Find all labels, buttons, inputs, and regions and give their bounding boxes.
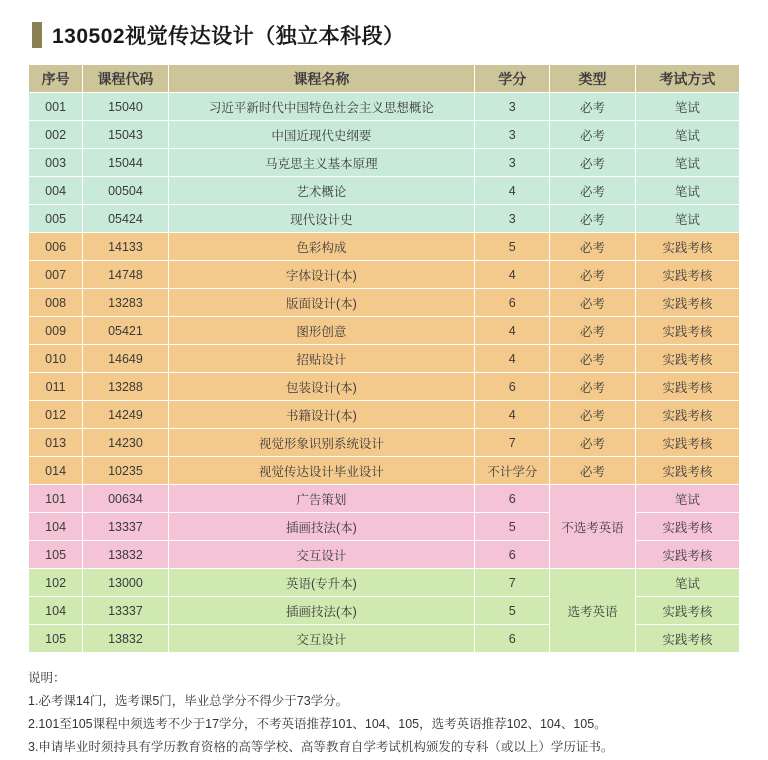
table-body [29, 93, 740, 653]
cell-no: 001 [29, 93, 83, 121]
cell-exam: 笔试 [635, 121, 739, 149]
table-row [29, 177, 740, 205]
cell-no: 013 [29, 429, 83, 457]
cell-name: 包装设计(本) [168, 373, 475, 401]
cell-name: 招贴设计 [168, 345, 475, 373]
cell-no: 011 [29, 373, 83, 401]
cell-code: 14249 [83, 401, 168, 429]
title-accent-bar [32, 22, 42, 48]
cell-code: 05421 [83, 317, 168, 345]
cell-credit: 6 [475, 373, 550, 401]
cell-name: 字体设计(本) [168, 261, 475, 289]
cell-code: 00504 [83, 177, 168, 205]
cell-exam: 笔试 [635, 485, 739, 513]
cell-no: 012 [29, 401, 83, 429]
cell-type: 必考 [550, 317, 635, 345]
cell-type: 必考 [550, 233, 635, 261]
course-table [28, 64, 740, 653]
cell-no: 006 [29, 233, 83, 261]
header-cell-name: 课程名称 [168, 65, 475, 93]
cell-type: 必考 [550, 261, 635, 289]
cell-exam: 实践考核 [635, 457, 739, 485]
header-cell-type: 类型 [550, 65, 635, 93]
cell-name: 插画技法(本) [168, 513, 475, 541]
cell-name: 色彩构成 [168, 233, 475, 261]
cell-exam: 实践考核 [635, 625, 739, 653]
cell-name: 版面设计(本) [168, 289, 475, 317]
cell-code: 15044 [83, 149, 168, 177]
cell-name: 广告策划 [168, 485, 475, 513]
table-row [29, 569, 740, 597]
cell-exam: 实践考核 [635, 317, 739, 345]
cell-credit: 7 [475, 429, 550, 457]
cell-no: 004 [29, 177, 83, 205]
cell-name: 习近平新时代中国特色社会主义思想概论 [168, 93, 475, 121]
cell-code: 14649 [83, 345, 168, 373]
cell-code: 05424 [83, 205, 168, 233]
cell-type: 必考 [550, 401, 635, 429]
cell-no: 105 [29, 541, 83, 569]
cell-name: 图形创意 [168, 317, 475, 345]
cell-no: 002 [29, 121, 83, 149]
cell-type-group-no-english: 不选考英语 [550, 485, 635, 569]
cell-no: 104 [29, 513, 83, 541]
header-cell-credit: 学分 [475, 65, 550, 93]
cell-no: 005 [29, 205, 83, 233]
cell-exam: 实践考核 [635, 373, 739, 401]
cell-type: 必考 [550, 429, 635, 457]
cell-code: 13337 [83, 513, 168, 541]
cell-code: 14748 [83, 261, 168, 289]
cell-code: 13288 [83, 373, 168, 401]
cell-type: 必考 [550, 121, 635, 149]
cell-code: 10235 [83, 457, 168, 485]
cell-name: 中国近现代史纲要 [168, 121, 475, 149]
cell-credit: 4 [475, 177, 550, 205]
cell-no: 010 [29, 345, 83, 373]
cell-exam: 笔试 [635, 149, 739, 177]
header-cell-code: 课程代码 [83, 65, 168, 93]
cell-name: 视觉传达设计毕业设计 [168, 457, 475, 485]
cell-code: 15040 [83, 93, 168, 121]
cell-name: 英语(专升本) [168, 569, 475, 597]
cell-no: 101 [29, 485, 83, 513]
cell-name: 现代设计史 [168, 205, 475, 233]
cell-credit: 5 [475, 597, 550, 625]
cell-exam: 笔试 [635, 177, 739, 205]
page-title [32, 20, 740, 50]
cell-code: 14133 [83, 233, 168, 261]
table-row [29, 401, 740, 429]
notes-heading: 说明： [28, 671, 66, 685]
cell-credit: 4 [475, 345, 550, 373]
table-row [29, 93, 740, 121]
cell-credit: 3 [475, 205, 550, 233]
cell-type: 必考 [550, 345, 635, 373]
cell-exam: 实践考核 [635, 597, 739, 625]
cell-exam: 实践考核 [635, 345, 739, 373]
cell-exam: 实践考核 [635, 261, 739, 289]
table-row [29, 345, 740, 373]
table-header-row [29, 65, 740, 93]
cell-credit: 不计学分 [475, 457, 550, 485]
cell-code: 13283 [83, 289, 168, 317]
table-row [29, 457, 740, 485]
cell-type: 必考 [550, 457, 635, 485]
cell-credit: 4 [475, 261, 550, 289]
cell-type: 必考 [550, 205, 635, 233]
cell-exam: 笔试 [635, 569, 739, 597]
table-row [29, 485, 740, 513]
title-text: 130502视觉传达设计（独立本科段） [52, 25, 405, 48]
cell-credit: 4 [475, 317, 550, 345]
cell-code: 13000 [83, 569, 168, 597]
cell-name: 交互设计 [168, 541, 475, 569]
cell-type: 必考 [550, 149, 635, 177]
table-row [29, 261, 740, 289]
table-row [29, 373, 740, 401]
header-cell-no: 序号 [29, 65, 83, 93]
cell-exam: 笔试 [635, 93, 739, 121]
cell-type: 必考 [550, 177, 635, 205]
cell-credit: 4 [475, 401, 550, 429]
cell-credit: 5 [475, 233, 550, 261]
cell-no: 105 [29, 625, 83, 653]
cell-credit: 6 [475, 485, 550, 513]
cell-credit: 3 [475, 93, 550, 121]
table-row [29, 233, 740, 261]
header-cell-exam: 考试方式 [635, 65, 739, 93]
cell-exam: 实践考核 [635, 541, 739, 569]
table-row [29, 289, 740, 317]
cell-exam: 实践考核 [635, 429, 739, 457]
cell-no: 009 [29, 317, 83, 345]
cell-name: 插画技法(本) [168, 597, 475, 625]
cell-no: 008 [29, 289, 83, 317]
cell-code: 15043 [83, 121, 168, 149]
cell-credit: 3 [475, 121, 550, 149]
table-header [29, 65, 740, 93]
cell-code: 13337 [83, 597, 168, 625]
cell-type: 必考 [550, 373, 635, 401]
cell-credit: 7 [475, 569, 550, 597]
table-row [29, 429, 740, 457]
cell-code: 13832 [83, 625, 168, 653]
cell-exam: 实践考核 [635, 401, 739, 429]
note-line-2: 2.101至105课程中须选考不少于17学分，不考英语推荐101、104、105，选考英语推荐102、104、105。 [28, 717, 607, 732]
note-line-3: 3.申请毕业时须持具有学历教育资格的高等学校、高等教育自学考试机构颁发的专科（或以上）学历证书。 [28, 740, 614, 755]
cell-no: 014 [29, 457, 83, 485]
cell-code: 14230 [83, 429, 168, 457]
cell-credit: 6 [475, 289, 550, 317]
table-row [29, 149, 740, 177]
cell-exam: 实践考核 [635, 233, 739, 261]
cell-no: 007 [29, 261, 83, 289]
cell-exam: 实践考核 [635, 513, 739, 541]
cell-type: 必考 [550, 289, 635, 317]
cell-code: 13832 [83, 541, 168, 569]
cell-no: 104 [29, 597, 83, 625]
cell-name: 艺术概论 [168, 177, 475, 205]
cell-type-group-with-english: 选考英语 [550, 569, 635, 653]
cell-credit: 5 [475, 513, 550, 541]
cell-exam: 实践考核 [635, 289, 739, 317]
cell-code: 00634 [83, 485, 168, 513]
cell-name: 视觉形象识别系统设计 [168, 429, 475, 457]
cell-name: 交互设计 [168, 625, 475, 653]
cell-credit: 3 [475, 149, 550, 177]
notes-section [28, 667, 740, 760]
cell-credit: 6 [475, 625, 550, 653]
cell-exam: 笔试 [635, 205, 739, 233]
cell-no: 003 [29, 149, 83, 177]
cell-name: 书籍设计(本) [168, 401, 475, 429]
cell-no: 102 [29, 569, 83, 597]
note-line-1: 1.必考课14门，选考课5门，毕业总学分不得少于73学分。 [28, 694, 349, 709]
table-row [29, 205, 740, 233]
table-row [29, 317, 740, 345]
cell-name: 马克思主义基本原理 [168, 149, 475, 177]
cell-credit: 6 [475, 541, 550, 569]
cell-type: 必考 [550, 93, 635, 121]
table-row [29, 121, 740, 149]
